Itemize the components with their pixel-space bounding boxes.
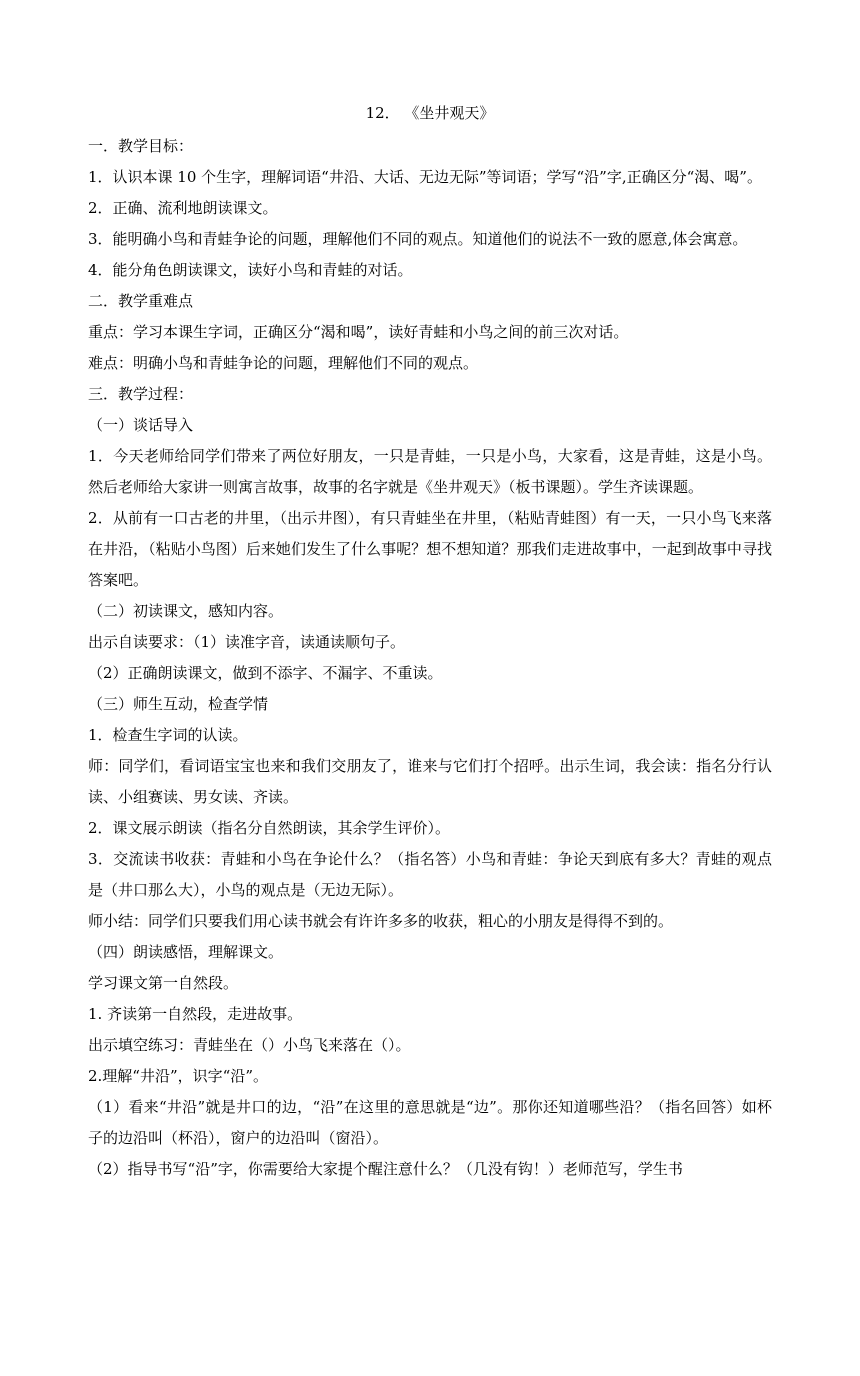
key-point-paragraph: 重点：学习本课生字词，正确区分“渴和喝”，读好青蛙和小鸟之间的前三次对话。 [88, 323, 629, 341]
objective-item: 3．能明确小鸟和青蛙争论的问题，理解他们不同的观点。知道他们的说法不一致的愿意,体会寓意。 [88, 230, 748, 248]
body-paragraph: 1．检查生字词的认读。 [88, 726, 248, 744]
lesson-body [88, 131, 772, 1185]
body-paragraph: 2．课文展示朗读（指名分自然朗读，其余学生评价）。 [88, 819, 451, 837]
body-paragraph: 学习课文第一自然段。 [88, 974, 239, 992]
subsection-heading: （一）谈话导入 [88, 416, 194, 434]
body-paragraph: 2．从前有一口古老的井里，（出示井图），有只青蛙坐在井里，（粘贴青蛙图）有一天，一只小鸟飞来落在井沿，（粘贴小鸟图）后来她们发生了什么事呢？想不想知道？那我们走进故事中，一起到故事中寻找答案吧。 [88, 509, 772, 589]
body-paragraph: （2）指导书写“沿”字，你需要给大家提个醒注意什么？（几没有钩！）老师范写，学生书 [88, 1160, 683, 1178]
body-paragraph: 出示填空练习：青蛙坐在（）小鸟飞来落在（）。 [88, 1036, 411, 1054]
body-paragraph: 1．今天老师给同学们带来了两位好朋友，一只是青蛙，一只是小鸟，大家看，这是青蛙，这是小鸟。然后老师给大家讲一则寓言故事，故事的名字就是《坐井观天》（板书课题）。学生齐读课题。 [88, 447, 772, 496]
section-heading-process: 三．教学过程： [88, 385, 194, 403]
objective-item: 1．认识本课 10 个生字，理解词语“井沿、大话、无边无际”等词语；学写“沿”字,正确区分“渴、喝”。 [88, 168, 762, 186]
objective-item: 2．正确、流利地朗读课文。 [88, 199, 278, 217]
subsection-heading: （二）初读课文，感知内容。 [88, 602, 284, 620]
section-heading-objectives: 一．教学目标： [88, 137, 194, 155]
objective-item: 4．能分角色朗读课文，读好小鸟和青蛙的对话。 [88, 261, 413, 279]
section-heading-key-points: 二．教学重难点 [88, 292, 194, 310]
body-paragraph: （1）看来“井沿”就是井口的边，“沿”在这里的意思就是“边”。那你还知道哪些沿？（指名回答）如杯子的边沿叫（杯沿），窗户的边沿叫（窗沿）。 [88, 1098, 772, 1147]
body-paragraph: 1. 齐读第一自然段，走进故事。 [88, 1005, 303, 1023]
subsection-heading: （三）师生互动，检查学情 [88, 695, 269, 713]
lesson-title: 12． 《坐井观天》 [365, 104, 495, 122]
body-paragraph: 师：同学们，看词语宝宝也来和我们交朋友了，谁来与它们打个招呼。出示生词，我会读：指名分行认读、小组赛读、男女读、齐读。 [88, 757, 772, 806]
body-paragraph: 师小结：同学们只要我们用心读书就会有许许多多的收获，粗心的小朋友是得得不到的。 [88, 912, 674, 930]
body-paragraph: 出示自读要求：（1）读准字音，读通读顺句子。 [88, 633, 406, 651]
body-paragraph: 3．交流读书收获：青蛙和小鸟在争论什么？（指名答）小鸟和青蛙：争论天到底有多大？青蛙的观点是（井口那么大），小鸟的观点是（无边无际）。 [88, 850, 772, 899]
difficulty-paragraph: 难点：明确小鸟和青蛙争论的问题，理解他们不同的观点。 [88, 354, 479, 372]
subsection-heading: （四）朗读感悟，理解课文。 [88, 943, 284, 961]
body-paragraph: 2.理解“井沿”，识字“沿”。 [88, 1067, 268, 1085]
body-paragraph: （2）正确朗读课文，做到不添字、不漏字、不重读。 [88, 664, 443, 682]
